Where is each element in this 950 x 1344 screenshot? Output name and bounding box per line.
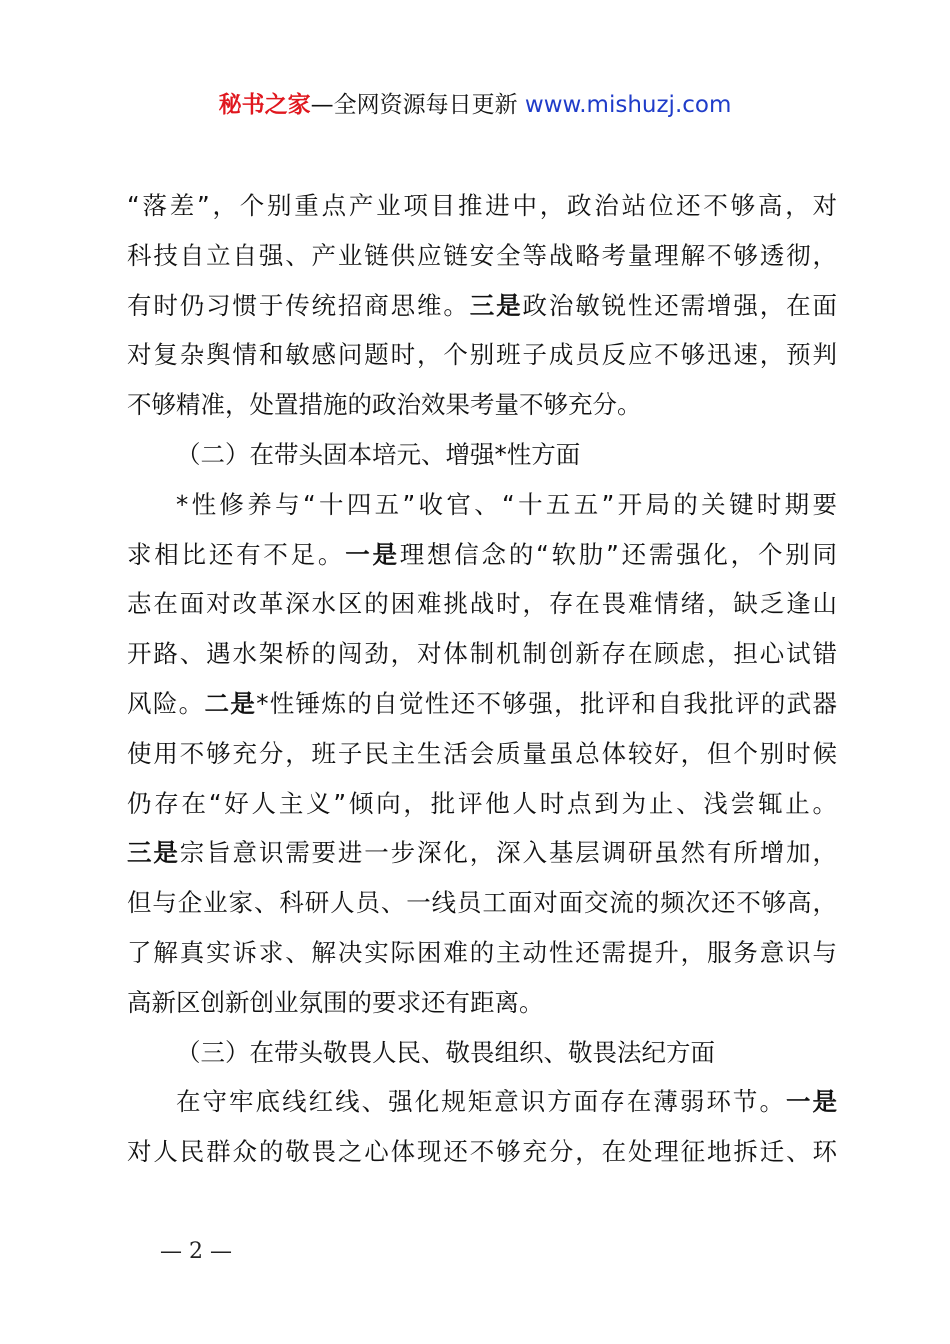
header-tagline: —全网资源每日更新 bbox=[310, 92, 525, 118]
section-heading-2 bbox=[127, 430, 837, 480]
text-segment: *性修养与“十四五”收官、“十五五”开局的关键时期要 bbox=[176, 489, 837, 519]
text-line-1 bbox=[127, 181, 837, 231]
text-segment: *性锤炼的自觉性还不够强，批评和自我批评的武器 bbox=[256, 688, 838, 718]
text-segment: 对复杂舆情和敏感问题时，个别班子成员反应不够迅速，预判 bbox=[127, 340, 837, 370]
text-segment: 了解真实诉求、解决实际困难的主动性还需提升，服务意识与 bbox=[127, 937, 837, 967]
text-segment: 宗旨意识需要进一步深化，深入基层调研虽然有所增加， bbox=[179, 838, 838, 868]
text-line-4 bbox=[127, 330, 837, 380]
text-segment: 有时仍习惯于传统招商思维。 bbox=[127, 290, 470, 320]
text-segment: 仍存在“好人主义”倾向，批评他人时点到为止、浅尝辄止。 bbox=[127, 788, 837, 818]
text-line-12 bbox=[127, 729, 837, 779]
text-line-10 bbox=[127, 629, 837, 679]
text-line-3 bbox=[127, 281, 837, 331]
text-segment: “落差”，个别重点产业项目推进中，政治站位还不够高，对 bbox=[127, 191, 837, 220]
text-line-14 bbox=[127, 828, 837, 878]
text-line-17 bbox=[127, 978, 837, 1028]
site-url-link[interactable]: www.mishuzj.com bbox=[524, 92, 732, 118]
section-heading-3 bbox=[127, 1028, 837, 1078]
brand-name: 秘书之家 bbox=[218, 92, 311, 118]
bold-enumerator: 三是 bbox=[127, 838, 180, 868]
page-header bbox=[0, 88, 950, 122]
text-segment: 在守牢底线红线、强化规矩意识方面存在薄弱环节。 bbox=[176, 1087, 786, 1117]
heading-text: （二）在带头固本培元、增强*性方面 bbox=[176, 439, 581, 469]
text-segment: 理想信念的“软肋”还需强化，个别同 bbox=[399, 539, 837, 569]
text-line-2 bbox=[127, 231, 837, 281]
text-line-8 bbox=[127, 530, 837, 580]
page-number: — 2 — bbox=[160, 1239, 232, 1264]
text-line-11 bbox=[127, 679, 837, 729]
bold-enumerator: 一是 bbox=[345, 539, 400, 569]
text-segment: 政治敏锐性还需增强，在面 bbox=[522, 290, 838, 320]
text-line-13 bbox=[127, 779, 837, 829]
text-segment: 志在面对改革深水区的困难挑战时，存在畏难情绪，缺乏逢山 bbox=[127, 589, 837, 619]
text-segment: 不够精准，处置措施的政治效果考量不够充分。 bbox=[127, 390, 642, 420]
bold-enumerator: 一是 bbox=[785, 1087, 838, 1117]
heading-text: （三）在带头敬畏人民、敬畏组织、敬畏法纪方面 bbox=[176, 1037, 715, 1067]
document-body bbox=[127, 181, 837, 1177]
text-line-5 bbox=[127, 380, 837, 430]
text-segment: 对人民群众的敬畏之心体现还不够充分，在处理征地拆迁、环 bbox=[127, 1137, 837, 1167]
text-segment: 但与企业家、科研人员、一线员工面对面交流的频次还不够高， bbox=[127, 888, 837, 918]
bold-enumerator: 三是 bbox=[469, 290, 523, 320]
text-line-7 bbox=[127, 480, 837, 530]
text-segment: 使用不够充分，班子民主生活会质量虽总体较好，但个别时候 bbox=[127, 738, 837, 768]
text-segment: 开路、遇水架桥的闯劲，对体制机制创新存在顾虑，担心试错 bbox=[127, 639, 837, 669]
text-line-19 bbox=[127, 1077, 837, 1127]
text-line-20 bbox=[127, 1127, 837, 1177]
text-line-16 bbox=[127, 928, 837, 978]
bold-enumerator: 二是 bbox=[204, 688, 257, 718]
text-segment: 风险。 bbox=[127, 688, 205, 718]
text-segment: 求相比还有不足。 bbox=[127, 539, 346, 569]
text-segment: 高新区创新创业氛围的要求还有距离。 bbox=[127, 987, 544, 1017]
text-line-15 bbox=[127, 878, 837, 928]
text-line-9 bbox=[127, 579, 837, 629]
text-segment: 科技自立自强、产业链供应链安全等战略考量理解不够透彻， bbox=[127, 240, 837, 270]
